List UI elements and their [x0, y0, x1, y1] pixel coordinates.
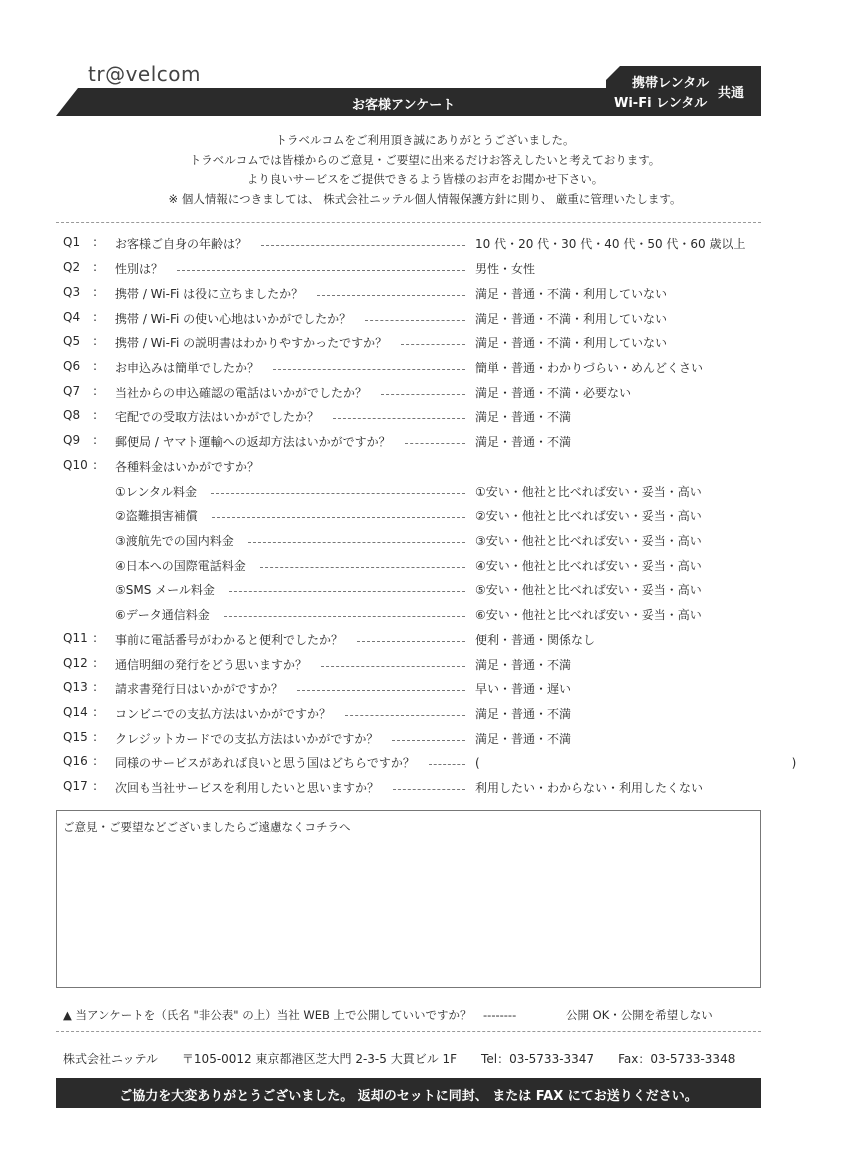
question-colon: : [93, 384, 98, 398]
question-number: Q10 [63, 458, 88, 472]
answer-options[interactable]: 満足・普通・不満 [475, 732, 572, 746]
answer-options[interactable]: ( ) [475, 756, 797, 770]
answer-options[interactable]: 満足・普通・不満・利用していない [475, 312, 668, 326]
q10-item-row [115, 507, 702, 524]
question-colon: : [93, 433, 98, 447]
dotted-leader [333, 418, 465, 419]
q10-item-label: ③渡航先での国内料金 [115, 534, 234, 548]
answer-options[interactable]: 便利・普通・関係なし [475, 633, 596, 647]
question-colon: : [93, 730, 98, 744]
answer-options[interactable]: 満足・普通・不満 [475, 410, 572, 424]
answer-options[interactable]: 満足・普通・不満 [475, 435, 572, 449]
answer-options[interactable]: ⑥安い・他社と比べれば安い・妥当・高い [475, 608, 702, 622]
dotted-leader [392, 740, 465, 741]
answer-options[interactable]: 10 代・20 代・30 代・40 代・50 代・60 歳以上 [475, 237, 746, 251]
question-colon: : [93, 310, 98, 324]
answer-options[interactable]: 簡単・普通・わかりづらい・めんどくさい [475, 361, 704, 375]
answer-options[interactable]: 男性・女性 [475, 262, 536, 276]
company-info: 株式会社ニッテル 〒105-0012 東京都港区芝大門 2-3-5 大貫ビル 1F Tel：03-5733-3347 Fax：03-5733-3348 [63, 1052, 736, 1066]
dotted-leader [321, 666, 465, 667]
question-number: Q17 [63, 779, 88, 793]
common-label: 共通 [718, 86, 745, 101]
question-number: Q8 [63, 408, 81, 422]
q10-item-row [115, 557, 702, 574]
comment-label: ご意見・ご要望などございましたらご遠慮なくコチラへ [63, 820, 351, 834]
wifi-rental-label: Wi-Fi レンタル [614, 96, 708, 111]
question-number: Q12 [63, 656, 88, 670]
dotted-leader [317, 295, 465, 296]
separator [56, 222, 761, 223]
answer-options[interactable]: 満足・普通・不満 [475, 658, 572, 672]
question-colon: : [93, 359, 98, 373]
question-text: 宅配での受取方法はいかがでしたか？ [115, 410, 320, 424]
question-text: お客様ご自身の年齢は？ [115, 237, 248, 251]
question-text: 次回も当社サービスを利用したいと思いますか？ [115, 781, 380, 795]
footer-bar [56, 1078, 761, 1108]
dotted-leader [224, 616, 465, 617]
question-text: 携帯 / Wi-Fi の説明書はわかりやすかったですか？ [115, 336, 388, 350]
question-colon: : [93, 458, 98, 472]
publish-question: ▲ 当アンケートを（氏名 "非公表" の上）当社 WEB 上で公開していいですか？ -------- [63, 1008, 517, 1022]
dotted-leader [405, 443, 465, 444]
q10-item-label: ①レンタル料金 [115, 485, 197, 499]
intro-line: トラベルコムをご利用頂き誠にありがとうございました。 [275, 133, 575, 147]
dotted-leader [297, 690, 465, 691]
dotted-leader [260, 567, 465, 568]
question-colon: : [93, 285, 98, 299]
question-colon: : [93, 656, 98, 670]
question-text: 携帯 / Wi-Fi は役に立ちましたか？ [115, 287, 304, 301]
question-colon: : [93, 408, 98, 422]
survey-title: お客様アンケート [352, 98, 456, 113]
q10-item-row [115, 483, 702, 500]
q10-item-row [115, 532, 702, 549]
answer-options[interactable]: 満足・普通・不満・利用していない [475, 336, 668, 350]
service-box [606, 66, 761, 116]
publish-answer[interactable]: 公開 OK・公開を希望しない [566, 1008, 713, 1022]
question-colon: : [93, 631, 98, 645]
question-number: Q15 [63, 730, 88, 744]
dotted-leader [248, 542, 465, 543]
question-text: 請求書発行日はいかがですか？ [115, 682, 284, 696]
dotted-leader [365, 320, 465, 321]
dotted-leader [401, 344, 465, 345]
question-text: 各種料金はいかがですか？ [115, 460, 260, 474]
question-number: Q6 [63, 359, 81, 373]
question-number: Q11 [63, 631, 88, 645]
answer-options[interactable]: 満足・普通・不満・利用していない [475, 287, 668, 301]
q10-item-label: ④日本への国際電話料金 [115, 559, 246, 573]
question-colon: : [93, 334, 98, 348]
dotted-leader [357, 641, 465, 642]
intro-text [0, 131, 850, 209]
question-text: 事前に電話番号がわかると便利でしたか？ [115, 633, 344, 647]
question-colon: : [93, 705, 98, 719]
answer-options[interactable]: ①安い・他社と比べれば安い・妥当・高い [475, 485, 702, 499]
intro-line: トラベルコムでは皆様からのご意見・ご要望に出来るだけお答えしたいと考えております。 [189, 152, 661, 167]
question-number: Q5 [63, 334, 81, 348]
question-number: Q9 [63, 433, 81, 447]
dotted-leader [261, 245, 465, 246]
question-number: Q3 [63, 285, 81, 299]
question-text: コンビニでの支払方法はいかがですか？ [115, 707, 332, 721]
question-text: お申込みは簡単でしたか？ [115, 361, 260, 375]
question-number: Q14 [63, 705, 88, 719]
dotted-leader [229, 591, 465, 592]
comment-box[interactable] [56, 810, 761, 988]
dotted-leader [212, 517, 465, 518]
question-colon: : [93, 235, 98, 249]
q10-item-label: ⑤SMS メール料金 [115, 583, 215, 597]
q10-item-row [115, 606, 702, 623]
dotted-leader [381, 394, 465, 395]
question-colon: : [93, 779, 98, 793]
travelcom-logo: tr@velcom [88, 62, 201, 86]
question-text: 当社からの申込確認の電話はいかがでしたか？ [115, 386, 368, 400]
phone-rental-label: 携帯レンタル [632, 76, 710, 91]
q10-item-label: ②盗難損害補償 [115, 509, 198, 523]
footer-thanks: ご協力を大変ありがとうございました。 返却のセットに同封、 または FAX にてお送りください。 [119, 1089, 698, 1104]
dotted-leader [177, 270, 465, 271]
question-colon: : [93, 680, 98, 694]
dotted-leader [211, 493, 465, 494]
answer-options[interactable]: ③安い・他社と比べれば安い・妥当・高い [475, 534, 702, 548]
answer-options[interactable]: 満足・普通・不満・必要ない [475, 386, 632, 400]
question-text: 性別は？ [115, 262, 164, 276]
intro-line: ※ 個人情報につきましては、 株式会社ニッテル個人情報保護方針に則り、 厳重に管理いたします。 [168, 191, 682, 206]
answer-options[interactable]: 満足・普通・不満 [475, 707, 572, 721]
answer-options[interactable]: ④安い・他社と比べれば安い・妥当・高い [475, 559, 702, 573]
intro-line: より良いサービスをご提供できるよう皆様のお声をお聞かせ下さい。 [246, 172, 604, 186]
question-number: Q16 [63, 754, 88, 768]
question-colon: : [93, 260, 98, 274]
answer-options[interactable]: ②安い・他社と比べれば安い・妥当・高い [475, 509, 702, 523]
answer-options[interactable]: ⑤安い・他社と比べれば安い・妥当・高い [475, 583, 702, 597]
question-text: 通信明細の発行をどう思いますか？ [115, 658, 308, 672]
question-number: Q2 [63, 260, 81, 274]
q10-item-row [115, 581, 702, 598]
question-text: クレジットカードでの支払方法はいかがですか？ [115, 732, 379, 746]
question-number: Q4 [63, 310, 81, 324]
question-text: 同様のサービスがあれば良いと思う国はどちらですか？ [115, 756, 415, 770]
q10-item-label: ⑥データ通信料金 [115, 608, 210, 622]
dotted-leader [273, 369, 465, 370]
question-text: 携帯 / Wi-Fi の使い心地はいかがでしたか？ [115, 312, 352, 326]
question-text: 郵便局 / ヤマト運輸への返却方法はいかがですか？ [115, 435, 391, 449]
dotted-leader [393, 789, 465, 790]
dotted-leader [345, 715, 465, 716]
question-number: Q7 [63, 384, 81, 398]
question-number: Q13 [63, 680, 88, 694]
question-colon: : [93, 754, 98, 768]
dotted-leader [429, 764, 465, 765]
answer-options[interactable]: 早い・普通・遅い [475, 682, 572, 696]
question-number: Q1 [63, 235, 81, 249]
separator [56, 1031, 761, 1032]
answer-options[interactable]: 利用したい・わからない・利用したくない [475, 781, 704, 795]
